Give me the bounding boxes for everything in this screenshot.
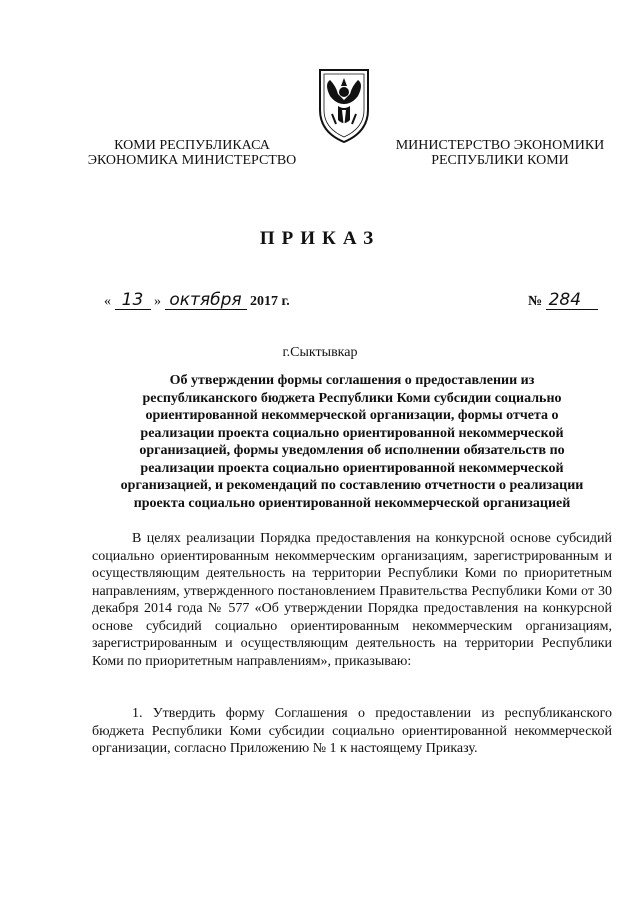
header-right-line: РЕСПУБЛИКИ КОМИ xyxy=(431,153,569,168)
subject-line: Об утверждении формы соглашения о предоставлении из xyxy=(169,373,535,388)
document-type-title: ПРИКАЗ xyxy=(259,228,381,249)
subject-line: проекта социально ориентированной некоммерческой организацией xyxy=(133,495,571,511)
order-subject xyxy=(92,372,612,512)
date-month: октября xyxy=(165,292,247,310)
subject-line: республиканского бюджета Республики Коми субсидии социально xyxy=(142,390,562,406)
subject-line: организацией, формы уведомления об исполнении обязательств по xyxy=(139,443,565,458)
subject-line: реализации проекта социально ориентированной некоммерческой xyxy=(140,425,564,441)
header-left-line: ЭКОНОМИКА МИНИСТЕРСТВО xyxy=(87,153,297,168)
header-left-komi xyxy=(82,138,302,168)
header-left-line: КОМИ РЕСПУБЛИКАСА xyxy=(114,138,270,153)
header-right-russian xyxy=(394,138,606,168)
header-right-line: МИНИСТЕРСТВО ЭКОНОМИКИ xyxy=(395,138,605,153)
subject-line: организацией, и рекомендаций по составлению отчетности о реализации xyxy=(120,478,584,493)
order-date xyxy=(104,292,290,310)
clause-1-paragraph: 1. Утвердить форму Соглашения о предоставлении из республиканского бюджета Республики Коми субсидии социально ориентированной некоммерческой организации, согласно Приложению № 1 к настоящему Приказу. xyxy=(92,706,612,756)
date-close-quote: » xyxy=(154,294,161,309)
number-sign: № xyxy=(528,294,543,309)
order-number xyxy=(528,292,598,310)
preamble-paragraph: В целях реализации Порядка предоставления на конкурсной основе субсидий социально ориентированным некоммерческим организациям, зарегистрированным и осуществляющим деятельность на территории Республики Коми по приоритетным направлениям, утвержденного постановлением Правительства Республики Коми от 30 декабря 2014 года № 577 «Об утверждении Порядка предоставления на конкурсной основе субсидий социально ориентированным некоммерческим организациям, зарегистрированным и осуществляющим деятельность на территории Республики Коми по приоритетным направлениям», приказываю: xyxy=(92,531,612,669)
subject-line: реализации проекта социально ориентированной некоммерческой xyxy=(140,460,564,476)
city-name: г.Сыктывкар xyxy=(282,345,358,360)
date-year: 2017 г. xyxy=(250,294,290,309)
number-value: 284 xyxy=(546,292,598,310)
date-open-quote: « xyxy=(104,294,111,309)
subject-line: ориентированной некоммерческой организации, формы отчета о xyxy=(145,408,559,423)
date-day: 13 xyxy=(115,292,151,310)
coat-of-arms-icon xyxy=(316,66,372,144)
